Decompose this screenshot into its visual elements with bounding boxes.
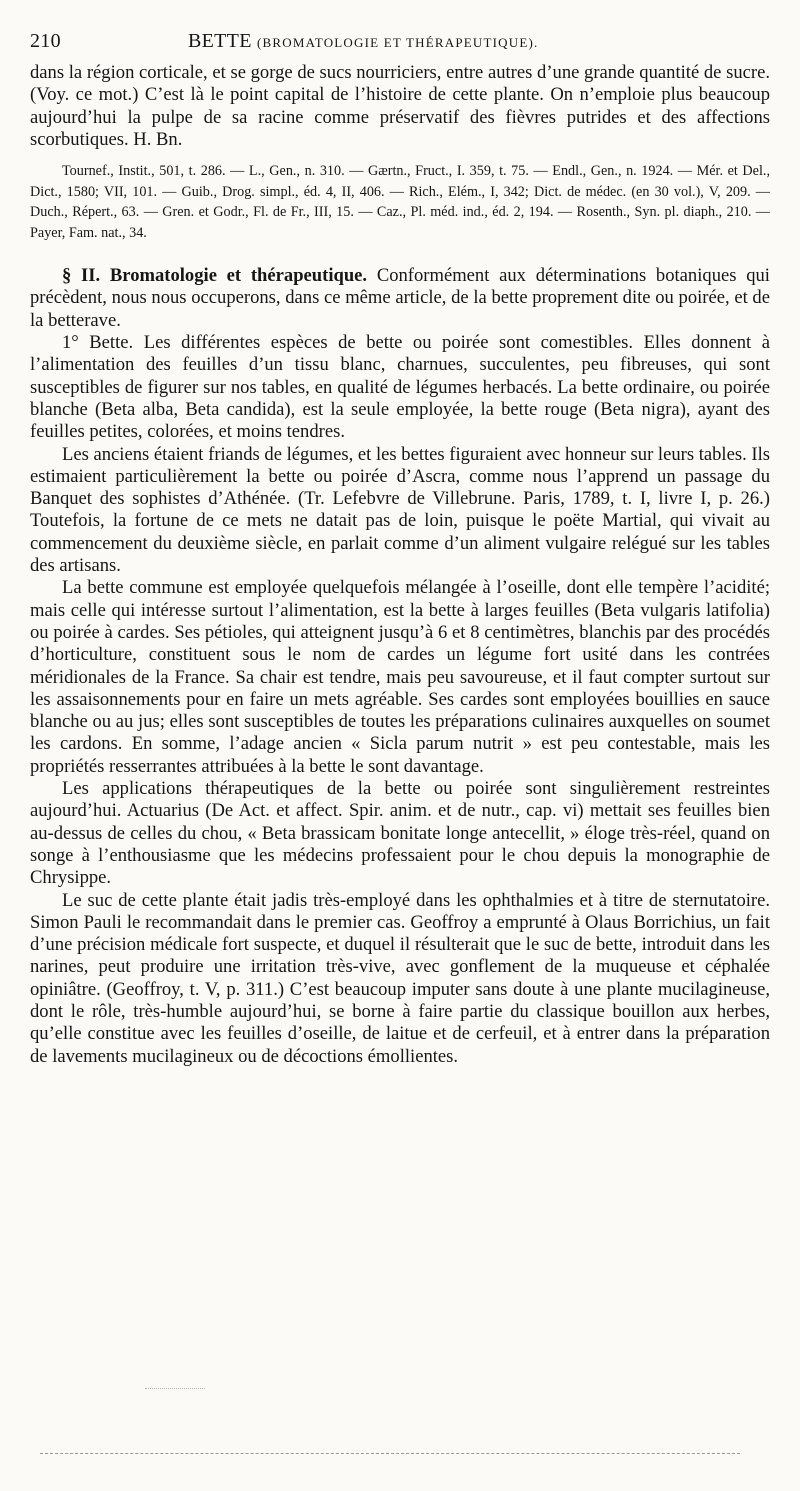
running-title-sub: (BROMATOLOGIE ET THÉRAPEUTIQUE). [257,35,539,50]
paragraph-continuation [30,62,770,151]
running-title-main: BETTE [188,30,252,52]
paragraph-bette: 1° Bette. Les différentes espèces de bette ou poirée sont comestibles. Elles donnent à l’alimentation des feuilles d’un tissu blanc, charnues, succulentes, peu fibreuses, qui sont susceptibles de figurer sur nos tables, en qualité de légumes herbacés. La bette ordinaire, ou poirée blanche (Beta alba, Beta candida), est la seule employée, la bette rouge (Beta nigra), ayant des feuilles petites, colorées, et moins tendres. [30,332,770,443]
paragraph-suc: Le suc de cette plante était jadis très-employé dans les ophthalmies et à titre de sternutatoire. Simon Pauli le recommandait dans le premier cas. Geoffroy a emprunté à Olaus Borrichius, un fait d’une précision médicale fort suspecte, et duquel il résulterait que le suc de bette, introduit dans les narines, peut produire une irritation très-vive, avec gonflement de la muqueuse et céphalée opiniâtre. (Geoffroy, t. V, p. 311.) C’est beaucoup imputer sans doute à une plante mucilagineuse, dont le rôle, très-humble aujourd’hui, se borne à faire partie du classique bouillon aux herbes, qu’elle constitue avec les feuilles d’oseille, de laitue et de cerfeuil, et à entrer dans la préparation de lavements mucilagineux ou de décoctions émollientes. [30,889,770,1067]
paragraph-applications: Les applications thérapeutiques de la bette ou poirée sont singulièrement restreintes aujourd’hui. Actuarius (De Act. et affect. Spir. anim. et de nutr., cap. vi) mettait ses feuilles bien au-dessus de celles du chou, « Beta brassicam bonitate longe antecellit, » éloge très-réel, quand on songe à l’enthousiasme que les médecins professaient pour le chou depuis la monographie de Chrysippe. [30,778,770,889]
author-signature: H. Bn. [133,128,183,150]
paragraph-text: dans la région corticale, et se gorge de sucs nourriciers, entre autres d’une grande quantité de sucre. (Voy. ce mot.) C’est là le point capital de l’histoire de cette plante. On n’emploie plus beaucoup aujourd’hui la pulpe de sa racine comme préservatif des fièvres putrides et des affections scorbutiques. [30,62,770,150]
paragraph-bette-commune: La bette commune est employée quelquefois mélangée à l’oseille, dont elle tempère l’acidité; mais celle qui intéresse surtout l’alimentation, est la bette à larges feuilles (Beta vulgaris latifolia) ou poirée à cardes. Ses pétioles, qui atteignent jusqu’à 6 et 8 centimètres, blanchis par des procédés d’horticulture, constituent sous le nom de cardes un légume fort usité dans les contrées méridionales de la France. Sa chair est tendre, mais peu savoureuse, et il faut compter surtout sur les assaisonnements pour en faire un mets agréable. Ses cardes sont employées bouillies en sauce blanche ou au jus; elles sont susceptibles de toutes les préparations culinaires auxquelles on soumet les cardons. En somme, l’adage ancien « Sicla parum nutrit » est peu contestable, mais les propriétés resserrantes attribuées à la bette le sont davantage. [30,577,770,777]
paragraph-anciens: Les anciens étaient friands de légumes, et les bettes figuraient avec honneur sur leurs tables. Ils estimaient particulièrement la bette ou poirée d’Ascra, comme nous l’apprend un passage du Banquet des sophistes d’Athénée. (Tr. Lefebvre de Villebrune. Paris, 1789, t. I, livre I, p. 26.) Toutefois, la fortune de ce mets ne datait pas de loin, puisque le poëte Martial, qui vivait au commencement du deuxième siècle, en parlait comme d’un aliment vulgaire relégué sur les tables des artisans. [30,443,770,577]
page-number: 210 [30,30,61,52]
bibliographic-references: Tournef., Instit., 501, t. 286. — L., Gen., n. 310. — Gærtn., Fruct., I. 359, t. 75. — Endl., Gen., n. 1924. — Mér. et Del., Dict., 1580; VII, 101. — Guib., Drog. simpl., éd. 4, II, 406. — Rich., Elém., I, 342; Dict. de médec. (en 30 vol.), V, 209. — Duch., Répert., 63. — Gren. et Godr., Fl. de Fr., III, 15. — Caz., Pl. méd. ind., éd. 2, 194. — Rosenth., Syn. pl. diaph., 210. — Payer, Fam. nat., 34. [30,163,770,241]
section-intro [30,265,770,332]
section-intro-text: Conformément aux déterminations botaniques qui précèdent, nous nous occuperons, dans ce même article, de la bette proprement dite ou poirée, et de la betterave. [30,265,770,331]
page-body [30,62,770,1068]
section-heading: § II. Bromatologie et thérapeutique. [62,265,368,287]
running-title [188,30,538,53]
stray-mark [145,1388,205,1389]
footer-rule [40,1453,740,1454]
